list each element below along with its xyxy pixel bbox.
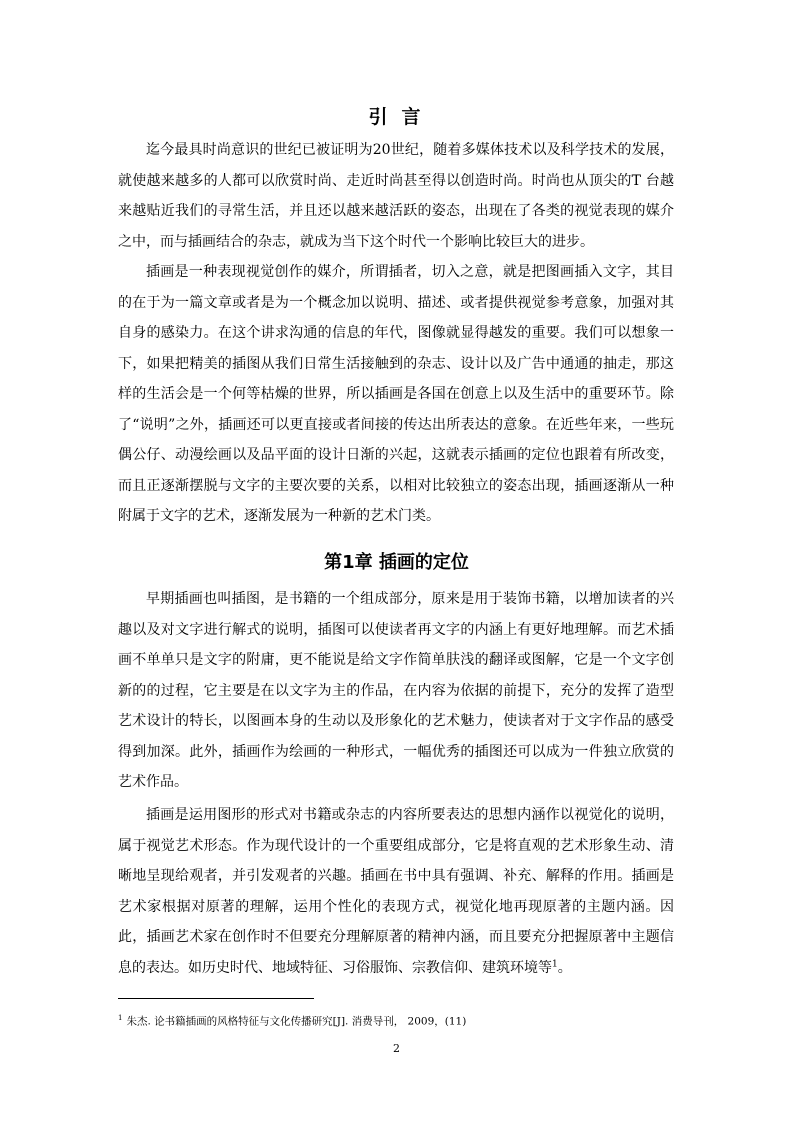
intro-paragraph-2: 插画是一种表现视觉创作的媒介，所谓插者，切入之意，就是把图画插入文字，其目的在于为一篇文章或者是为一个概念加以说明、描述、或者提供视觉参考意象，加强对其自身的感染力。在这个讲求沟通的信息的年代，图像就显得越发的重要。我们可以想象一下，如果把精美的插图从我们日常生活接触到的杂志、设计以及广告中通通的抽走，那这样的生活会是一个何等枯燥的世界，所以插画是各国在创意上以及生活中的重要环节。除了“说明”之外，插画还可以更直接或者间接的传达出所表达的意象。在近些年来，一些玩偶公仔、动漫绘画以及品平面的设计日渐的兴起，这就表示插画的定位也跟着有所改变，而且正逐渐摆脱与文字的主要次要的关系，以相对比较独立的姿态出现，插画逐渐从一种附属于文字的艺术，逐渐发展为一种新的艺术门类。 xyxy=(118,264,674,524)
chapter-1-paragraph-1: 早期插画也叫插图，是书籍的一个组成部分，原来是用于装饰书籍，以增加读者的兴趣以及对文字进行解式的说明，插图可以使读者再文字的内涵上有更好地理解。而艺术插画不单单只是文字的附庸，更不能说是给文字作简单肤浅的翻译或图解，它是一个文字创新的的过程，它主要是在以文字为主的作品，在内容为依据的前提下，充分的发挥了造型艺术设计的特长，以图画本身的生动以及形象化的艺术魅力，使读者对于文字作品的感受得到加深。此外，插画作为绘画的一种形式，一幅优秀的插图还可以成为一件独立欣赏的艺术作品。 xyxy=(118,591,674,790)
intro-paragraph-1: 迄今最具时尚意识的世纪已被证明为20世纪，随着多媒体技术以及科学技术的发展，就使越来越多的人都可以欣赏时尚、走近时尚甚至得以创造时尚。时尚也从顶尖的T 台越来越贴近我们的寻常生活，并且还以越来越活跃的姿态，出现在了各类的视觉表现的媒介之中，而与插画结合的杂志，就成为当下这个时代一个影响比较巨大的进步。 xyxy=(118,142,674,250)
footnote-divider xyxy=(118,998,314,999)
chapter-1-paragraph-2-end: 。 xyxy=(557,959,572,976)
footnote-reference[interactable]: 1 xyxy=(552,958,558,969)
footnote xyxy=(118,1010,674,1030)
chapter-1-title: 第1章 插画的定位 xyxy=(324,552,469,573)
footnote-mark: 1 xyxy=(118,1014,123,1022)
intro-title: 引言 xyxy=(368,106,435,128)
page-number: 2 xyxy=(393,1042,400,1055)
chapter-1-paragraph-2 xyxy=(118,800,674,983)
footnote-text: 朱杰. 论书籍插画的风格特征与文化传播研究[J]. 消费导刊， 2009，(11) xyxy=(126,1015,467,1028)
chapter-1-paragraph-2-text: 插画是运用图形的形式对书籍或杂志的内容所要表达的思想内涵作以视觉化的说明，属于视觉艺术形态。作为现代设计的一个重要组成部分，它是将直观的艺术形象生动、清晰地呈现给观者，并引发观者的兴趣。插画在书中具有强调、补充、解释的作用。插画是艺术家根据对原著的理解，运用个性化的表现方式，视觉化地再现原著的主题内涵。因此，插画艺术家在创作时不但要充分理解原著的精神内涵，而且要充分把握原著中主题信息的表达。如历史时代、地域特征、习俗服饰、宗教信仰、建筑环境等 xyxy=(118,807,674,976)
